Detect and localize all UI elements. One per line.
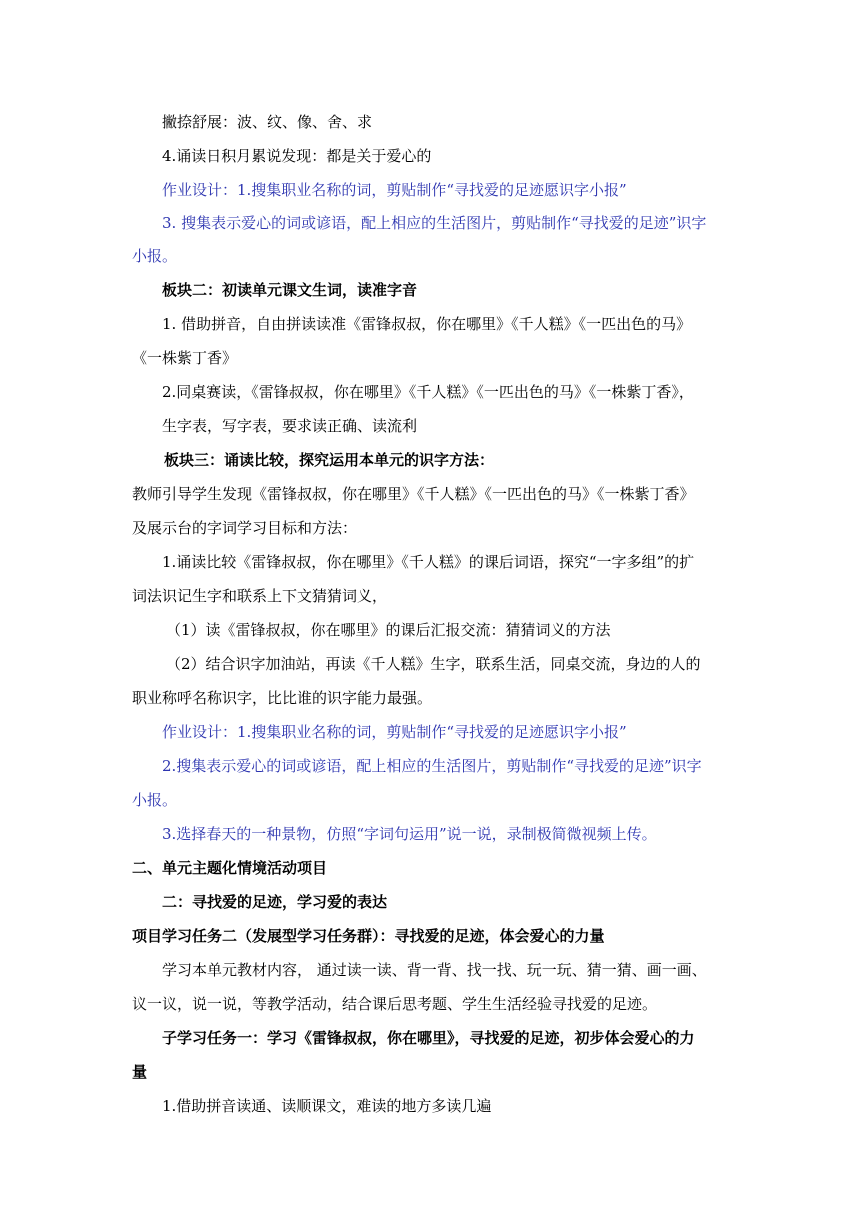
text-line: 学习本单元教材内容， 通过读一读、背一背、找一找、玩一玩、猜一猜、画一画、 <box>162 961 707 979</box>
section-heading: 板块二：初读单元课文生词，读准字音 <box>162 281 418 299</box>
text-line: 生字表，写字表，要求读正确、读流利 <box>162 417 418 435</box>
homework-line: 作业设计：1.搜集职业名称的词，剪贴制作“寻找爱的足迹愿识字小报” <box>162 723 627 741</box>
text-line: （2）结合识字加油站，再读《千人糕》生字，联系生活，同桌交流，身边的人的 <box>166 655 701 673</box>
text-line: 词法识记生字和联系上下文猜猜词义， <box>132 587 388 605</box>
section-heading: 量 <box>132 1063 148 1081</box>
homework-line: 3. 搜集表示爱心的词或谚语，配上相应的生活图片，剪贴制作“寻找爱的足迹”识字 <box>162 214 707 232</box>
section-heading: 二、单元主题化情境活动项目 <box>132 859 328 877</box>
text-line: 撇捺舒展：波、纹、像、舍、求 <box>162 113 373 131</box>
text-line: 4.诵读日积月累说发现：都是关于爱心的 <box>162 147 432 165</box>
text-line: 2.同桌赛读，《雷锋叔叔，你在哪里》《千人糕》《一匹出色的马》《一株紫丁香》， <box>162 383 694 401</box>
section-heading: 项目学习任务二（发展型学习任务群）：寻找爱的足迹，体会爱心的力量 <box>132 927 605 945</box>
homework-line: 3.选择春天的一种景物，仿照“字词句运用”说一说，录制极简微视频上传。 <box>162 825 657 843</box>
text-line: 1.借助拼音读通、读顺课文，难读的地方多读几遍 <box>162 1097 492 1115</box>
section-heading: 二：寻找爱的足迹，学习爱的表达 <box>162 893 388 911</box>
homework-line: 作业设计：1.搜集职业名称的词，剪贴制作“寻找爱的足迹愿识字小报” <box>162 181 627 199</box>
text-line: （1）读《雷锋叔叔，你在哪里》的课后汇报交流：猜猜词义的方法 <box>166 621 611 639</box>
homework-line: 小报。 <box>132 791 178 809</box>
text-line: 议一议，说一说，等教学活动，结合课后思考题、学生生活经验寻找爱的足迹。 <box>132 995 658 1013</box>
section-heading: 板块三：诵读比较，探究运用本单元的识字方法： <box>164 451 495 469</box>
text-line: 及展示台的字词学习目标和方法： <box>132 519 358 537</box>
text-line: 职业称呼名称识字，比比谁的识字能力最强。 <box>132 689 433 707</box>
homework-line: 小报。 <box>132 247 178 265</box>
text-line: 《一株紫丁香》 <box>132 349 238 367</box>
text-line: 1. 借助拼音，自由拼读读准《雷锋叔叔，你在哪里》《千人糕》《一匹出色的马》 <box>162 315 692 333</box>
text-line: 教师引导学生发现《雷锋叔叔，你在哪里》《千人糕》《一匹出色的马》《一株紫丁香》 <box>132 485 695 503</box>
homework-line: 2.搜集表示爱心的词或谚语，配上相应的生活图片，剪贴制作“寻找爱的足迹”识字 <box>162 757 702 775</box>
section-heading: 子学习任务一：学习《雷锋叔叔，你在哪里》，寻找爱的足迹，初步体会爱心的力 <box>162 1029 695 1047</box>
text-line: 1.诵读比较《雷锋叔叔，你在哪里》《千人糕》的课后词语，探究“一字多组”的扩 <box>162 553 695 571</box>
